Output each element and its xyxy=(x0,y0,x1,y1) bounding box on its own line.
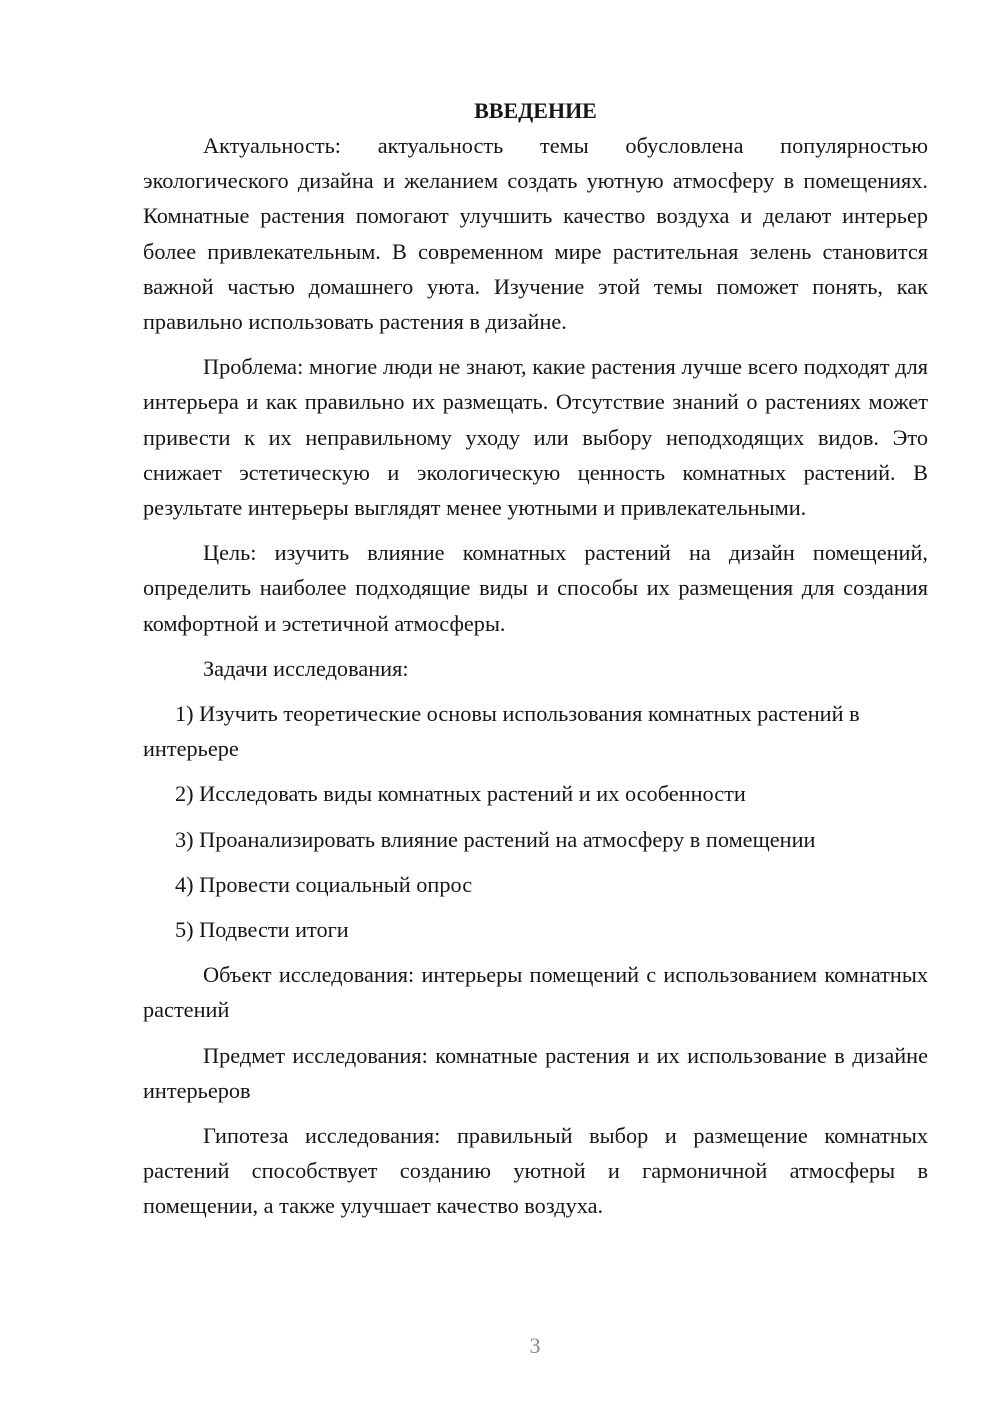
task-item: 3) Проанализировать влияние растений на атмосферу в помещении xyxy=(175,826,816,852)
tasks-list xyxy=(143,696,928,947)
subject-paragraph: Предмет исследования: комнатные растения и их использование в дизайне интерьеров xyxy=(143,1042,928,1103)
object-paragraph: Объект исследования: интерьеры помещений с использованием комнатных растений xyxy=(143,962,928,1023)
hypothesis-paragraph: Гипотеза исследования: правильный выбор и размещение комнатных растений способствует созданию уютной и гармоничной атмосферы в помещении, а также улучшает качество воздуха. xyxy=(143,1123,928,1219)
tasks-heading: Задачи исследования: xyxy=(203,655,409,681)
task-item: 4) Провести социальный опрос xyxy=(175,871,473,897)
task-item: 5) Подвести итоги xyxy=(175,917,349,943)
goal-paragraph: Цель: изучить влияние комнатных растений на дизайн помещений, определить наиболее подходящие виды и способы их размещения для создания комфортной и эстетичной атмосферы. xyxy=(143,540,928,636)
task-item: 1) Изучить теоретические основы использования комнатных растений в интерьере xyxy=(143,701,860,762)
problem-paragraph: Проблема: многие люди не знают, какие растения лучше всего подходят для интерьера и как правильно их размещать. Отсутствие знаний о растениях может привести к их неправильному уходу или выбору неподходящих видов. Это снижает эстетическую и экологическую ценность комнатных растений. В результате интерьеры выглядят менее уютными и привлекательными. xyxy=(143,354,928,521)
task-item: 2) Исследовать виды комнатных растений и их особенности xyxy=(175,781,746,807)
page-number: 3 xyxy=(529,1333,541,1358)
page-title: ВВЕДЕНИЕ xyxy=(474,98,597,123)
document-page xyxy=(143,93,928,1234)
relevance-paragraph: Актуальность: актуальность темы обусловлена популярностью экологического дизайна и желанием создать уютную атмосферу в помещениях. Комнатные растения помогают улучшить качество воздуха и делают интерьер более привлекательным. В современном мире растительная зелень становится важной частью домашнего уюта. Изучение этой темы поможет понять, как правильно использовать растения в дизайне. xyxy=(143,133,928,335)
